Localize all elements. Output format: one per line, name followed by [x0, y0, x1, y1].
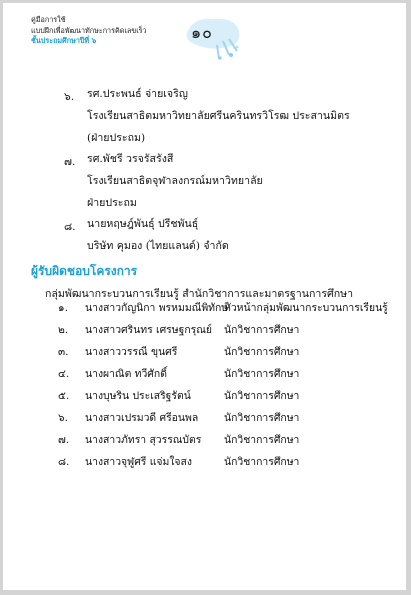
- staff-number: ๒.: [58, 324, 69, 336]
- page-header: [31, 15, 147, 47]
- advisor-name: รศ.พัชรี วรจรัสรังสี: [87, 153, 174, 165]
- staff-role: นักวิชาการศึกษา: [224, 324, 300, 336]
- section-subtitle: กลุ่มพัฒนากระบวนการเรียนรู้ สำนักวิชาการและมาตรฐานการศึกษา: [45, 288, 354, 300]
- advisor-number: ๗.: [64, 156, 76, 168]
- staff-name: นางสาวเปรมวดี ศรีอนพล: [85, 412, 199, 424]
- staff-number: ๗.: [58, 434, 70, 446]
- staff-name: นางผาณิต ทวีศักดิ์: [85, 368, 167, 380]
- staff-role: นักวิชาการศึกษา: [224, 456, 300, 468]
- staff-name: นางสาวศรินทร เศรษฐกรุณย์: [85, 324, 212, 336]
- advisor-affiliation: ฝ่ายประถม: [87, 197, 137, 209]
- staff-role: นักวิชาการศึกษา: [224, 368, 300, 380]
- staff-role: นักวิชาการศึกษา: [224, 434, 300, 446]
- staff-number: ๓.: [58, 346, 69, 358]
- document-page: [3, 3, 406, 590]
- staff-number: ๔.: [58, 368, 70, 380]
- staff-number: ๕.: [58, 390, 70, 402]
- advisor-affiliation: บริษัท คุมอง (ไทยแลนด์) จำกัด: [87, 240, 229, 252]
- staff-name: นางบุษริน ประเสริฐรัตน์: [85, 390, 191, 402]
- advisor-number: ๖.: [64, 91, 75, 103]
- page-number: ๑๐: [191, 23, 213, 42]
- staff-name: นางสาวจุฬูศรี แจ่มใจสง: [85, 456, 192, 468]
- staff-number: ๖.: [58, 412, 68, 424]
- advisor-affiliation: โรงเรียนสาธิตมหาวิทยาลัยศรีนครินทรวิโรฒ ประสานมิตร: [87, 110, 350, 122]
- header-line-3: ชั้นประถมศึกษาปีที่ ๖: [31, 36, 97, 45]
- staff-number: ๑.: [58, 302, 68, 314]
- advisor-number: ๘.: [64, 221, 76, 233]
- staff-role: นักวิชาการศึกษา: [224, 346, 300, 358]
- staff-name: นางสาวภัทรา สุวรรณบัตร: [85, 434, 202, 446]
- advisor-affiliation: โรงเรียนสาธิตจุฬาลงกรณ์มหาวิทยาลัย: [87, 175, 263, 187]
- staff-name: นางสาววรรณี ขุนศรี: [85, 346, 178, 358]
- section-title: ผู้รับผิดชอบโครงการ: [31, 264, 138, 278]
- staff-role: นักวิชาการศึกษา: [224, 390, 300, 402]
- page-number-badge: [183, 11, 243, 61]
- advisor-affiliation: (ฝ่ายประถม): [87, 132, 146, 144]
- staff-name: นางสาวกัญนิกา พรหมมณีพิทักษ์: [85, 302, 229, 314]
- staff-number: ๘.: [58, 456, 70, 468]
- advisor-name: รศ.ประพนธ์ จ่ายเจริญ: [87, 88, 188, 100]
- staff-role: นักวิชาการศึกษา: [224, 412, 300, 424]
- header-line-2: แบบฝึกเพื่อพัฒนาทักษะการคิดเลขเร็ว: [31, 25, 147, 35]
- header-line-1: คู่มือการใช้: [31, 15, 66, 24]
- staff-role: หัวหน้ากลุ่มพัฒนากระบวนการเรียนรู้: [224, 302, 388, 314]
- advisor-name: นายหฤษฎ์พันธุ์ ปรีชพันธุ์: [87, 218, 199, 230]
